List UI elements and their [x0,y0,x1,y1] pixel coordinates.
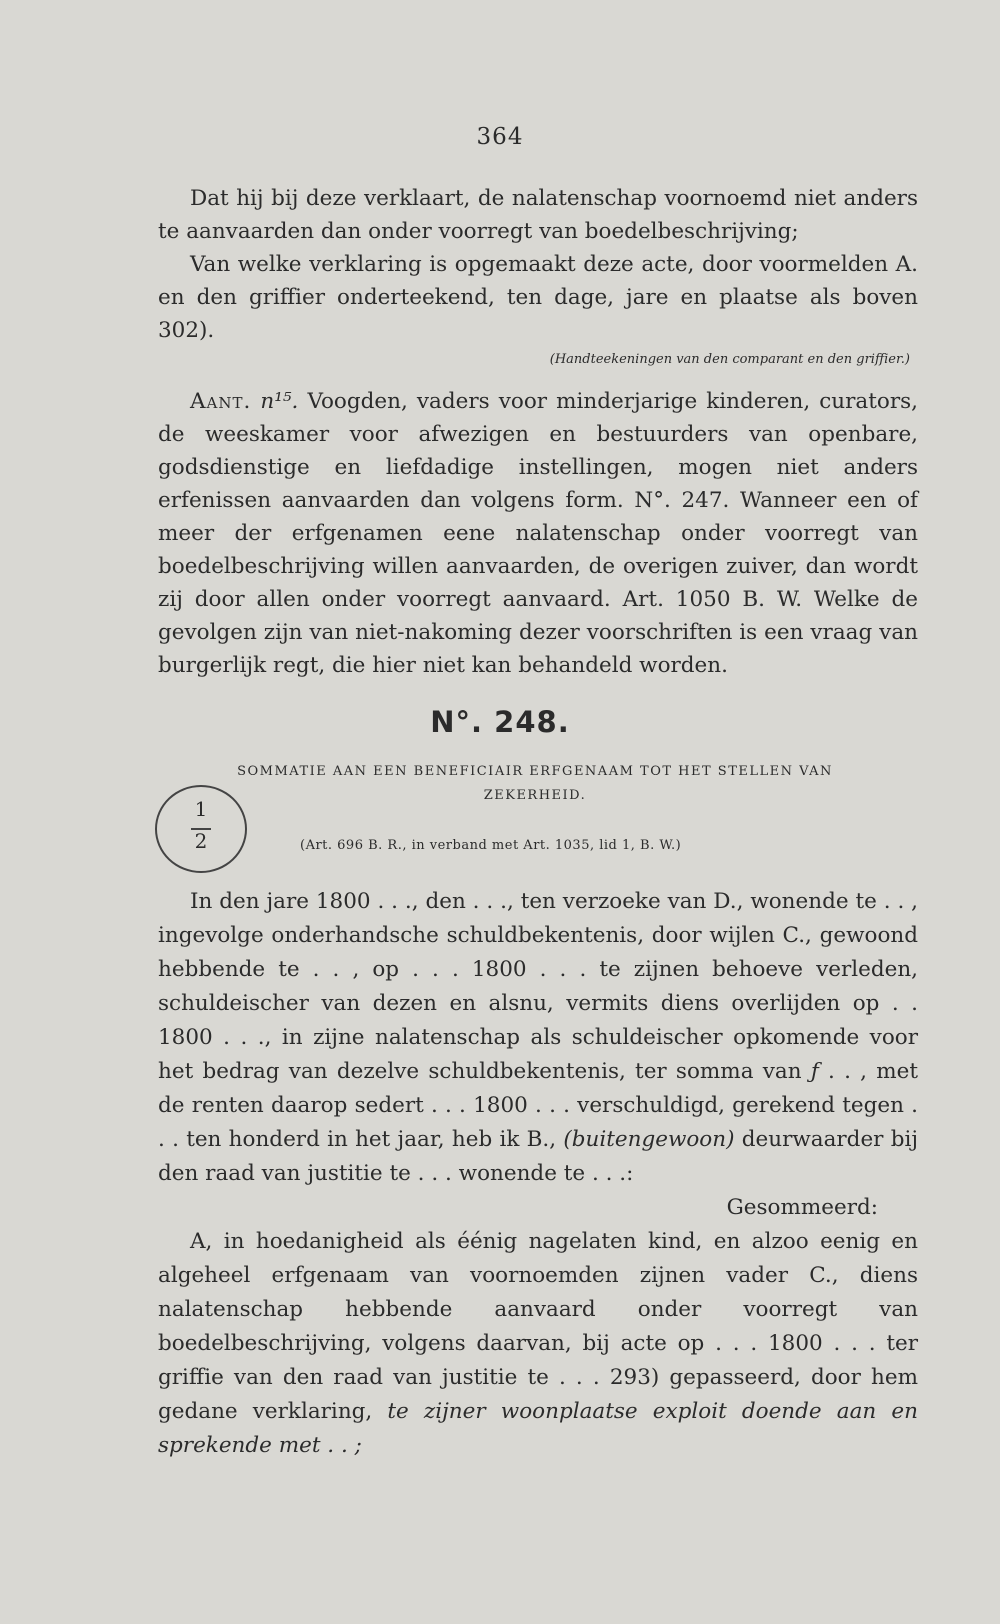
form-number: N°. 248. [430,705,570,739]
deed-text-part: . . , met de renten daarop sedert . . . 1800 . . . verschuldigd, gerekend tegen . . . ten honderd in het jaar, heb ik B., [158,1059,918,1152]
deed-paragraph [158,885,918,1225]
form-title: SOMMATIE AAN EEN BENEFICIAIR ERFGENAAM TOT HET STELLEN VAN ZEKERHEID. [237,764,833,803]
annotation-block [158,385,918,682]
intro-text [158,182,918,347]
annotation-text: Voogden, vaders voor minderjarige kinderen, curators, de weeskamer voor afwezigen en bestuurders van openbare, godsdienstige en liefdadige instellingen, mogen niet anders erfenissen aanvaarden dan volgens form. N°. 247. Wanneer een of meer der erfgenamen eene nalatenschap onder voorregt van boedelbeschrijving willen aanvaarden, de overigen zuiver, dan wordt zij door allen onder voorregt aanvaard. Art. 1050 B. W. Welke de gevolgen zijn van niet-nakoming dezer voorschriften is een vraag van burgerlijk regt, die hier niet kan behandeld worden. [158,389,918,678]
gesommeerd-label: Gesommeerd: [726,1195,878,1220]
deed-italic-text: (buitengewoon) [563,1127,735,1152]
deed-text-part: In den jare 1800 . . ., den . . ., ten verzoeke van D., wonende te . . , ingevolge onderhandsche schuldbekentenis, door wijlen C., gewoond hebbende te . . , op . . . 1800 . . . te zijnen behoeve verleden, schuldeischer van dezen en alsnu, vermits diens overlijden op . . 1800 . . ., in zijne nalatenschap als schuldeischer opkomende voor het bedrag van dezelve schuldbekentenis, ter somma van [158,889,918,1084]
deed-paragraph [158,1225,918,1463]
signatures-note: (Handteekeningen van den comparant en den griffier.) [549,352,910,367]
page-number: 364 [476,124,524,150]
deed-text-part: A, in hoedanigheid als éénig nagelaten kind, en alzoo eenig en algeheel erfgenaam van voornoemden zijnen vader C., diens nalatenschap hebbende aanvaard onder voorregt van boedelbeschrijving, volgens daarvan, bij acte op . . . 1800 . . . ter griffie van den raad van justitie te . . . 293) gepasseerd, door hem gedane verklaring, [158,1229,918,1424]
deed-text-part: deurwaarder bij den raad van justitie te . . . wonende te . . .: [158,1127,919,1186]
deed-text [158,885,918,1463]
article-reference: (Art. 696 B. R., in verband met Art. 1035, lid 1, B. W.) [300,838,682,853]
intro-paragraph: Dat hij bij deze verklaart, de nalatenschap voornoemd niet anders te aanvaarden dan onder voorregt van boedelbeschrijving; [158,186,918,244]
deed-italic-text: te zijner woonplaatse exploit doende aan en sprekende met . . ; [158,1399,918,1458]
stamp-denominator: 2 [194,829,208,853]
annotation-ref: n¹⁵. [260,389,299,414]
annotation-paragraph [158,385,918,682]
intro-paragraph: Van welke verklaring is opgemaakt deze acte, door voormelden A. en den griffier onderteekend, ten dage, jare en plaatse als boven 302). [158,252,918,343]
fraction-stamp [155,785,247,873]
annotation-label: Aant. [190,389,252,414]
currency-symbol: ƒ [810,1059,819,1084]
stamp-numerator: 1 [194,797,208,821]
